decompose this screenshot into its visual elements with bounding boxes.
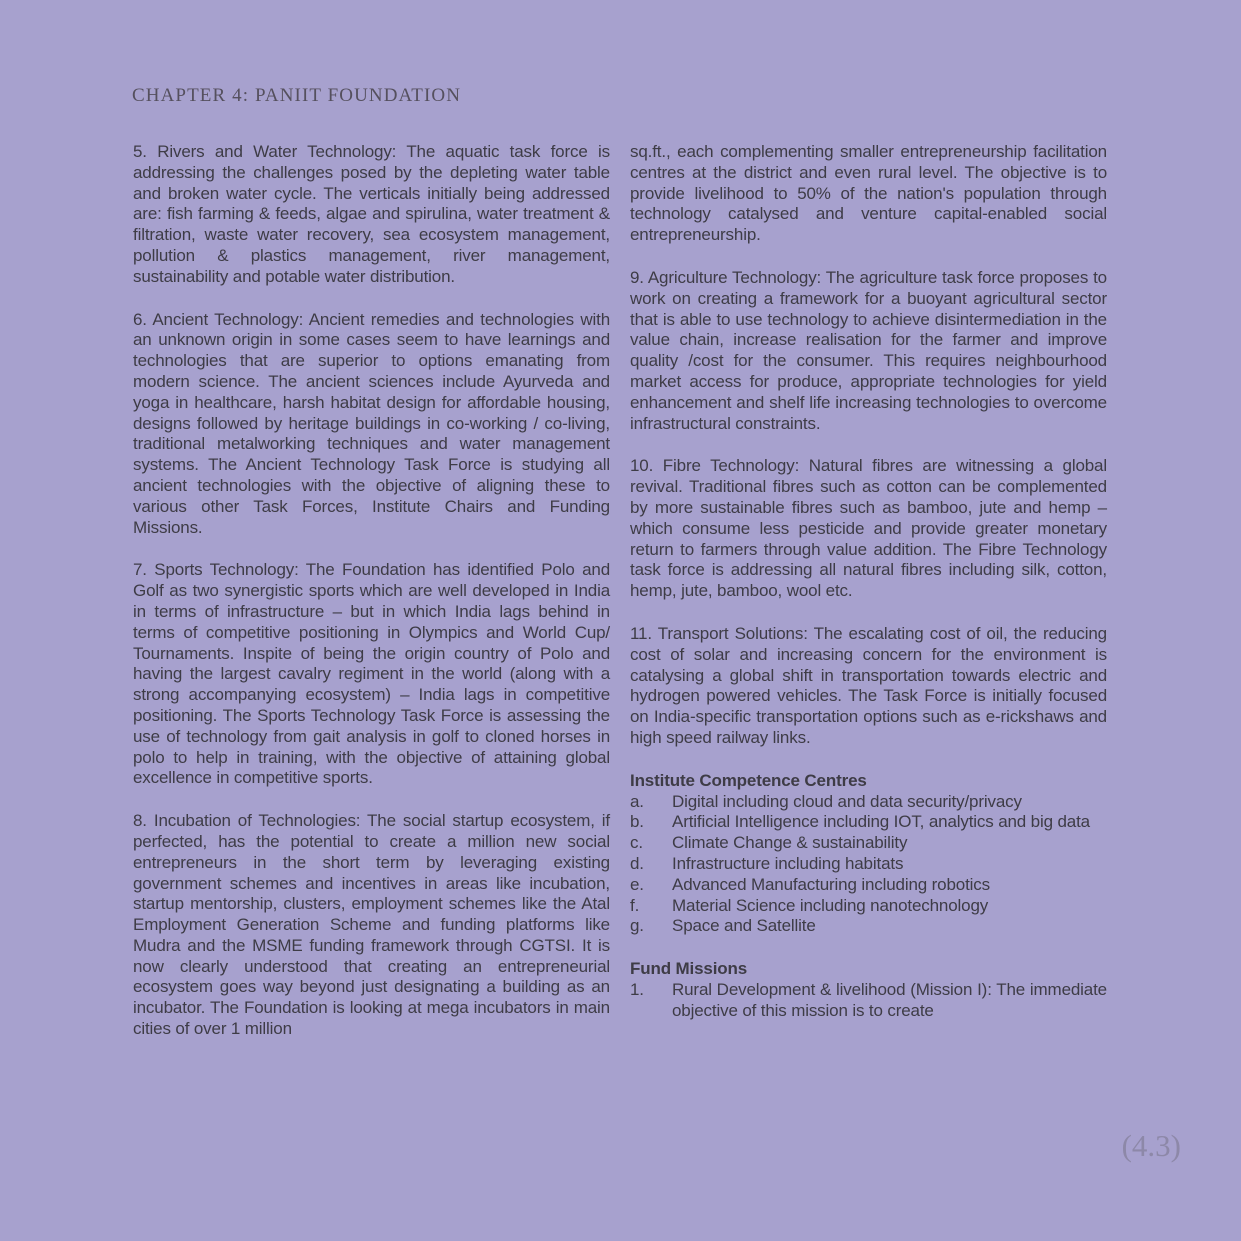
chapter-header: CHAPTER 4: PANIIT FOUNDATION bbox=[132, 85, 462, 106]
list-item bbox=[630, 980, 1107, 1022]
two-column-layout bbox=[133, 142, 1108, 1040]
list-item bbox=[630, 812, 1107, 833]
fund-missions-heading: Fund Missions bbox=[630, 959, 748, 979]
list-item bbox=[630, 854, 1107, 875]
left-column bbox=[133, 142, 610, 1040]
paragraph-ancient-technology: 6. Ancient Technology: Ancient remedies and technologies with an unknown origin in some cases seem to have learnings and technologies that are superior to options emanating from modern science. The ancient sciences include Ayurveda and yoga in healthcare, harsh habitat design for affordable housing, designs followed by heritage buildings in co-working / co-living, traditional metalworking techniques and water management systems. The Ancient Technology Task Force is studying all ancient technologies with the objective of aligning these to various other Task Forces, Institute Chairs and Funding Missions. bbox=[133, 309, 610, 537]
list-item bbox=[630, 875, 1107, 896]
page-number: (4.3) bbox=[1121, 1128, 1181, 1163]
list-item-text: Digital including cloud and data security/privacy bbox=[672, 791, 1022, 811]
list-item-text: Advanced Manufacturing including robotics bbox=[672, 874, 990, 894]
list-item-label: b. bbox=[630, 812, 644, 832]
list-item bbox=[630, 792, 1107, 813]
list-item-text: Artificial Intelligence including IOT, analytics and big data bbox=[672, 812, 1090, 832]
paragraph-continuation: sq.ft., each complementing smaller entrepreneurship facilitation centres at the district and even rural level. The objective is to provide livelihood to 50% of the nation's population through technology catalysed and venture capital-enabled social entrepreneurship. bbox=[630, 142, 1107, 245]
paragraph-transport-solutions: 11. Transport Solutions: The escalating cost of oil, the reducing cost of solar and increasing concern for the environment is catalysing a global shift in transportation towards electric and hydrogen powered vehicles. The Task Force is initially focused on India-specific transportation options such as e-rickshaws and high speed railway links. bbox=[630, 623, 1107, 747]
list-item-text: Material Science including nanotechnology bbox=[672, 895, 989, 915]
paragraph-incubation-technologies: 8. Incubation of Technologies: The social startup ecosystem, if perfected, has the potential to create a million new social entrepreneurs in the short term by leveraging existing government schemes and incentives in areas like incubation, startup mentorship, clusters, employment schemes like the Atal Employment Generation Scheme and funding platforms like Mudra and the MSME funding framework through CGTSI. It is now clearly understood that creating an entrepreneurial ecosystem goes way beyond just designating a building as an incubator. The Foundation is looking at mega incubators in main cities of over 1 million bbox=[133, 811, 610, 1039]
paragraph-agriculture-technology: 9. Agriculture Technology: The agriculture task force proposes to work on creating a framework for a buoyant agricultural sector that is able to use technology to achieve disintermediation in the value chain, increase realisation for the farmer and improve quality /cost for the consumer. This requires neighbourhood market access for produce, appropriate technologies for yield enhancement and shelf life increasing technologies to overcome infrastructural constraints. bbox=[630, 267, 1107, 433]
competence-centres-heading: Institute Competence Centres bbox=[630, 770, 867, 790]
list-item-text: Rural Development & livelihood (Mission I): The immediate objective of this mission is to create bbox=[672, 979, 1107, 1020]
list-item-label: e. bbox=[630, 874, 644, 894]
list-item-label: 1. bbox=[630, 979, 644, 999]
fund-missions-section bbox=[630, 959, 1107, 1021]
paragraph-rivers-water-technology: 5. Rivers and Water Technology: The aquatic task force is addressing the challenges posed by the depleting water table and broken water cycle. The verticals initially being addressed are: fish farming & feeds, algae and spirulina, water treatment & filtration, waste water recovery, sea ecosystem management, pollution & plastics management, river management, sustainability and potable water distribution. bbox=[133, 142, 610, 286]
paragraph-fibre-technology: 10. Fibre Technology: Natural fibres are witnessing a global revival. Traditional fibres such as cotton can be complemented by more sustainable fibres such as bamboo, jute and hemp – which consume less pesticide and provide greater monetary return to farmers through value addition. The Fibre Technology task force is addressing all natural fibres including silk, cotton, hemp, jute, bamboo, wool etc. bbox=[630, 456, 1107, 601]
list-item bbox=[630, 896, 1107, 917]
list-item-label: c. bbox=[630, 833, 643, 853]
competence-centres-section bbox=[630, 771, 1107, 937]
list-item-label: d. bbox=[630, 853, 644, 873]
list-item bbox=[630, 833, 1107, 854]
list-item-text: Space and Satellite bbox=[672, 916, 816, 936]
list-item-label: f. bbox=[630, 895, 640, 915]
list-item-text: Infrastructure including habitats bbox=[672, 853, 904, 873]
list-item-label: g. bbox=[630, 916, 644, 936]
list-item bbox=[630, 916, 1107, 937]
paragraph-sports-technology: 7. Sports Technology: The Foundation has identified Polo and Golf as two synergistic sports which are well developed in India in terms of infrastructure – but in which India lags behind in terms of competitive positioning in Olympics and World Cup/ Tournaments. Inspite of being the origin country of Polo and having the largest cavalry regiment in the world (along with a strong accompanying ecosystem) – India lags in competitive positioning. The Sports Technology Task Force is assessing the use of technology from gait analysis in golf to cloned horses in polo to help in training, with the objective of attaining global excellence in competitive sports. bbox=[133, 560, 610, 788]
right-column bbox=[630, 142, 1107, 1040]
list-item-label: a. bbox=[630, 791, 644, 811]
list-item-text: Climate Change & sustainability bbox=[672, 833, 908, 853]
